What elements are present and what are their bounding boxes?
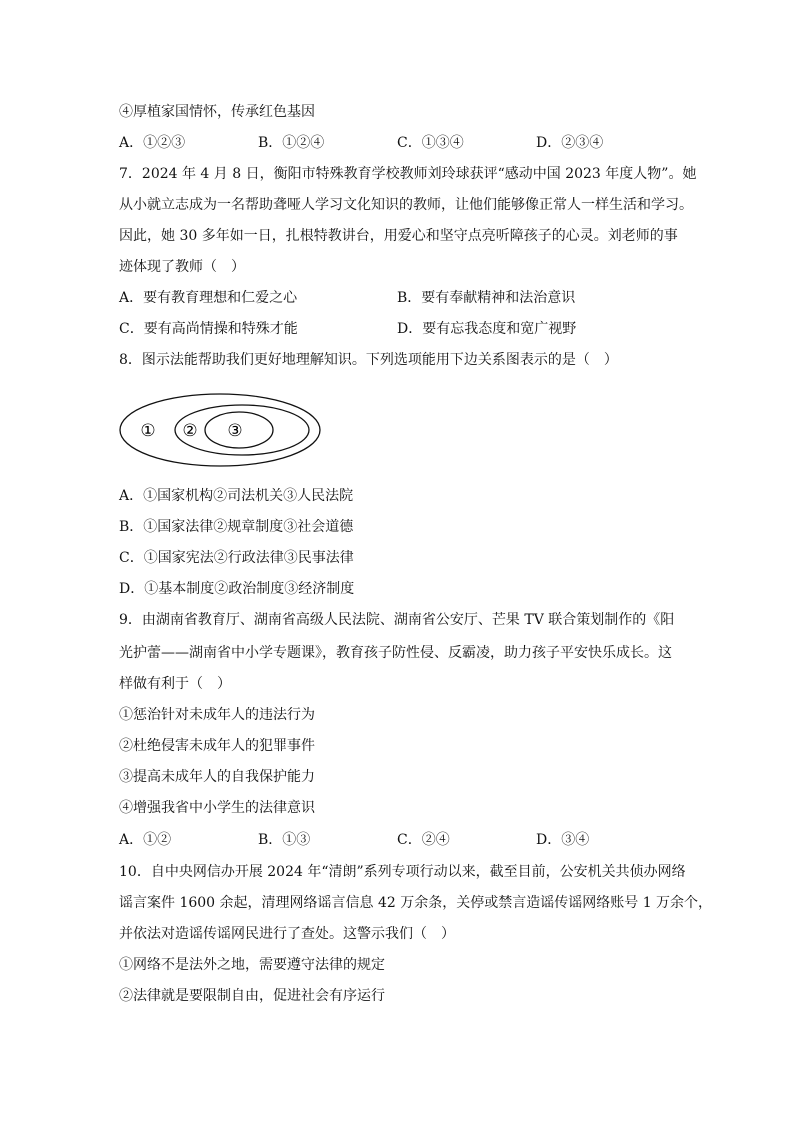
q9-stem-line-2: 光护蕾——湖南省中小学专题课》，教育孩子防性侵、反霸凌，助力孩子平安快乐成长。这 [119, 645, 672, 661]
diagram-label-2: ② [182, 421, 198, 441]
q10-item-2: ②法律就是要限制自由，促进社会有序运行 [119, 988, 385, 1004]
q9-option-b: B．①③ [258, 832, 311, 848]
q7-option-a: A．要有教育理想和仁爱之心 [119, 290, 298, 306]
q9-item-3: ③提高未成年人的自我保护能力 [119, 769, 315, 785]
q6-item-4: ④厚植家国情怀，传承红色基因 [119, 104, 315, 120]
q9-stem-line-1: 9．由湖南省教育厅、湖南省高级人民法院、湖南省公安厅、芒果 TV 联合策划制作的《阳 [119, 612, 675, 628]
q10-stem-line-3: 并依法对造谣传谣网民进行了查处。这警示我们（ ） [119, 926, 455, 942]
diagram-label-1: ① [140, 421, 156, 441]
q6-option-c: C．①③④ [397, 135, 464, 151]
diagram-label-3: ③ [227, 421, 243, 441]
q7-stem-line-4: 迹体现了教师（ ） [119, 259, 245, 275]
q7-stem-line-1: 7．2024 年 4 月 8 日，衡阳市特殊教育学校教师刘玲球获评“感动中国 2023 年度人物”。她 [119, 166, 697, 182]
q10-stem-line-1: 10．自中央网信办开展 2024 年“清朗”系列专项行动以来，截至目前，公安机关共侦办网络 [119, 864, 686, 880]
q9-item-4: ④增强我省中小学生的法律意识 [119, 800, 315, 816]
q9-option-a: A．①② [119, 832, 172, 848]
q8-option-d: D．①基本制度②政治制度③经济制度 [119, 581, 355, 597]
q9-stem-line-3: 样做有利于（ ） [119, 676, 231, 692]
q7-stem-line-2: 从小就立志成为一名帮助聋哑人学习文化知识的教师，让他们能够像正常人一样生活和学习。 [119, 197, 693, 213]
q8-stem: 8．图示法能帮助我们更好地理解知识。下列选项能用下边关系图表示的是（ ） [119, 352, 618, 368]
q9-option-d: D．③④ [536, 832, 590, 848]
nested-ellipses-diagram [119, 392, 324, 468]
q9-option-c: C．②④ [397, 832, 450, 848]
q6-option-b: B．①②④ [258, 135, 325, 151]
q7-option-b: B．要有奉献精神和法治意识 [397, 290, 576, 306]
q7-option-d: D．要有忘我态度和宽广视野 [397, 321, 577, 337]
q6-option-a: A．①②③ [119, 135, 186, 151]
q8-option-b: B．①国家法律②规章制度③社会道德 [119, 519, 354, 535]
q8-option-c: C．①国家宪法②行政法律③民事法律 [119, 550, 354, 566]
q9-item-2: ②杜绝侵害未成年人的犯罪事件 [119, 738, 315, 754]
q9-item-1: ①惩治针对未成年人的违法行为 [119, 707, 315, 723]
q7-stem-line-3: 因此，她 30 多年如一日，扎根特教讲台，用爱心和坚守点亮听障孩子的心灵。刘老师的事 [119, 228, 678, 244]
q7-option-c: C．要有高尚情操和特殊才能 [119, 321, 298, 337]
q10-stem-line-2: 谣言案件 1600 余起，清理网络谣言信息 42 万余条，关停或禁言造谣传谣网络账号 1 万余个， [119, 895, 713, 911]
q8-option-a: A．①国家机构②司法机关③人民法院 [119, 488, 354, 504]
q6-option-d: D．②③④ [536, 135, 604, 151]
q10-item-1: ①网络不是法外之地，需要遵守法律的规定 [119, 957, 385, 973]
